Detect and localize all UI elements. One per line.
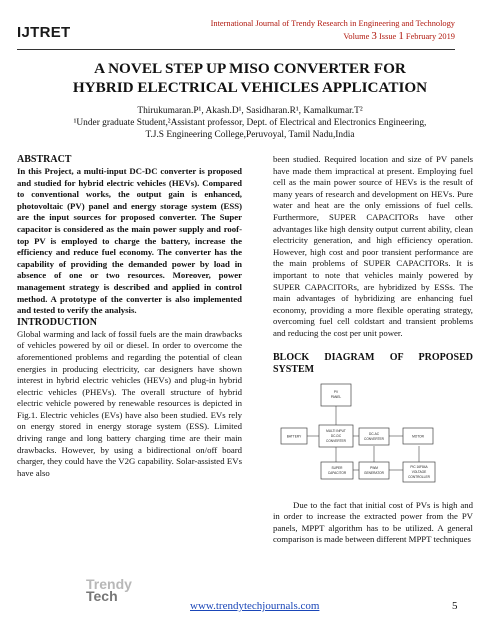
author-affiliation: ¹Under graduate Student,²Assistant professor, Dept. of Electrical and Electronics Engineering, xyxy=(73,118,427,128)
block-label: CAPACITOR xyxy=(327,470,347,475)
block-label: MOTOR xyxy=(412,434,424,438)
issue-date: February 2019 xyxy=(405,32,455,41)
block-multi-input-converter xyxy=(319,425,353,447)
block-label: CONTROLLER xyxy=(408,474,430,479)
author-college: T.J.S Engineering College,Peruvoyal, Tamil Nadu,India xyxy=(145,130,355,140)
block-label: MULTI INPUT xyxy=(326,428,346,433)
block-label: GENERATOR xyxy=(364,470,384,475)
introduction-text: Global warming and lack of fossil fuels are the main drawbacks of vehicles powered by oil or diesel. In order to overcome the aforementioned problems and regarding the potential of clean energies in producing electricity, car designers have shown interest in hybrid electric vehicles (HEVs) and plug-in hybrid electric vehicles (PHEVs). The overall structure of hybrid electric vehicle powered by renewable resources is depicted in Fig.1. Electric vehicles (EVs) have also been studied. EVs rely on energy stored in energy storage system (ESS). Limited driving range and long battery charging time are their main drawbacks. However, by using a bidirectional on/off board charger, they could have the V2G capability. Solar-assisted EVs have also xyxy=(17,328,242,478)
footer-website-link[interactable]: www.trendytechjournals.com xyxy=(190,600,320,612)
block-label: SUPER xyxy=(331,465,343,470)
right-column xyxy=(273,154,473,546)
block-label: PV xyxy=(333,389,339,394)
left-column xyxy=(17,154,242,479)
block-super-capacitor xyxy=(321,462,353,479)
block-label: CONVERTER xyxy=(326,438,346,443)
journal-header xyxy=(155,18,455,43)
block-label: DC-AC xyxy=(368,431,380,436)
block-diagram-heading: BLOCK DIAGRAM OF PROPOSED SYSTEM xyxy=(273,351,473,375)
header-rule xyxy=(17,49,455,50)
abstract-heading: ABSTRACT xyxy=(17,154,72,165)
block-battery xyxy=(281,428,307,444)
block-label: BATTERY xyxy=(286,434,302,438)
journal-name: International Journal of Trendy Research in Engineering and Technology xyxy=(210,19,455,28)
paper-title: A NOVEL STEP UP MISO CONVERTER FOR HYBRID ELECTRICAL VEHICLES APPLICATION xyxy=(72,60,428,96)
author-block xyxy=(30,105,470,141)
introduction-continued: been studied. Required location and size of PV panels have made them impractical at present. Employing fuel cell as the main power source of HEVs is the result of many years of research and development on HEVs. Pure water and heat are the only emissions of fuel cells. Furthermore, SUPER CAPACITORs have other advantages like high density output current ability, clean electricity generation, and high efficiency operation. However, high cost and poor transient performance are the main problems of SUPER CAPACITORs. It is important to note that vehicles mainly powered by SUPER CAPACITORs, are hybridized by ESSs. The main advantages of hybridizing are enhancing fuel economy, providing a more flexible operating strategy, overcoming fuel cell coldstart and transient problems and reducing the cost per unit power. xyxy=(273,154,473,338)
block-label: PWM xyxy=(370,465,378,470)
journal-logo: IJTRET xyxy=(17,24,71,41)
block-label: PIC 16F84A xyxy=(410,464,428,469)
block-diagram xyxy=(279,382,469,492)
issue-number: 1 xyxy=(398,30,404,42)
block-label: DC-DC xyxy=(330,433,342,438)
abstract-text: In this Project, a multi-input DC-DC converter is proposed and studied for hybrid electric vehicles (HEVs). Compared to conventional works, the output gain is enhanced, photovoltaic (PV) panel and energy storage system (ESS) are the input sources for proposed converter. The Super capacitor is considered as the main power supply and roof-top PV is employed to charge the battery, increase the efficiency and reduce fuel economy. The converter has the capability of providing the demanded power by load in absence of one or two resources. Moreover, power management strategy is described and applied in control method. A prototype of the converter is also implemented and tested to verify the analysis. xyxy=(17,166,242,316)
block-pwm-generator xyxy=(359,462,389,479)
page-number: 5 xyxy=(452,600,458,612)
mppt-paragraph: Due to the fact that initial cost of PVs is high and in order to increase the extracted power from the PV panels, MPPT algorithm has to be utilized. A general comparison is made between different MPPT techniques xyxy=(273,499,473,545)
block-pv-panel xyxy=(321,384,351,406)
journal-issue-info: Volume 3 Issue 1 February 2019 xyxy=(343,30,455,42)
block-label: CONVERTER xyxy=(364,436,384,441)
block-dc-ac-converter xyxy=(359,428,389,445)
block-pic-controller xyxy=(403,462,435,482)
block-label: VOLTAGE xyxy=(411,469,427,474)
author-names: Thirukumaran.P¹, Akash.D¹, Sasidharan.R¹, Kamalkumar.T² xyxy=(137,106,363,116)
block-label: PANEL xyxy=(330,394,342,399)
footer-logo: Trendy Tech xyxy=(86,576,132,604)
block-motor xyxy=(403,428,433,444)
introduction-heading: INTRODUCTION xyxy=(17,316,98,328)
volume-number: 3 xyxy=(371,30,377,42)
